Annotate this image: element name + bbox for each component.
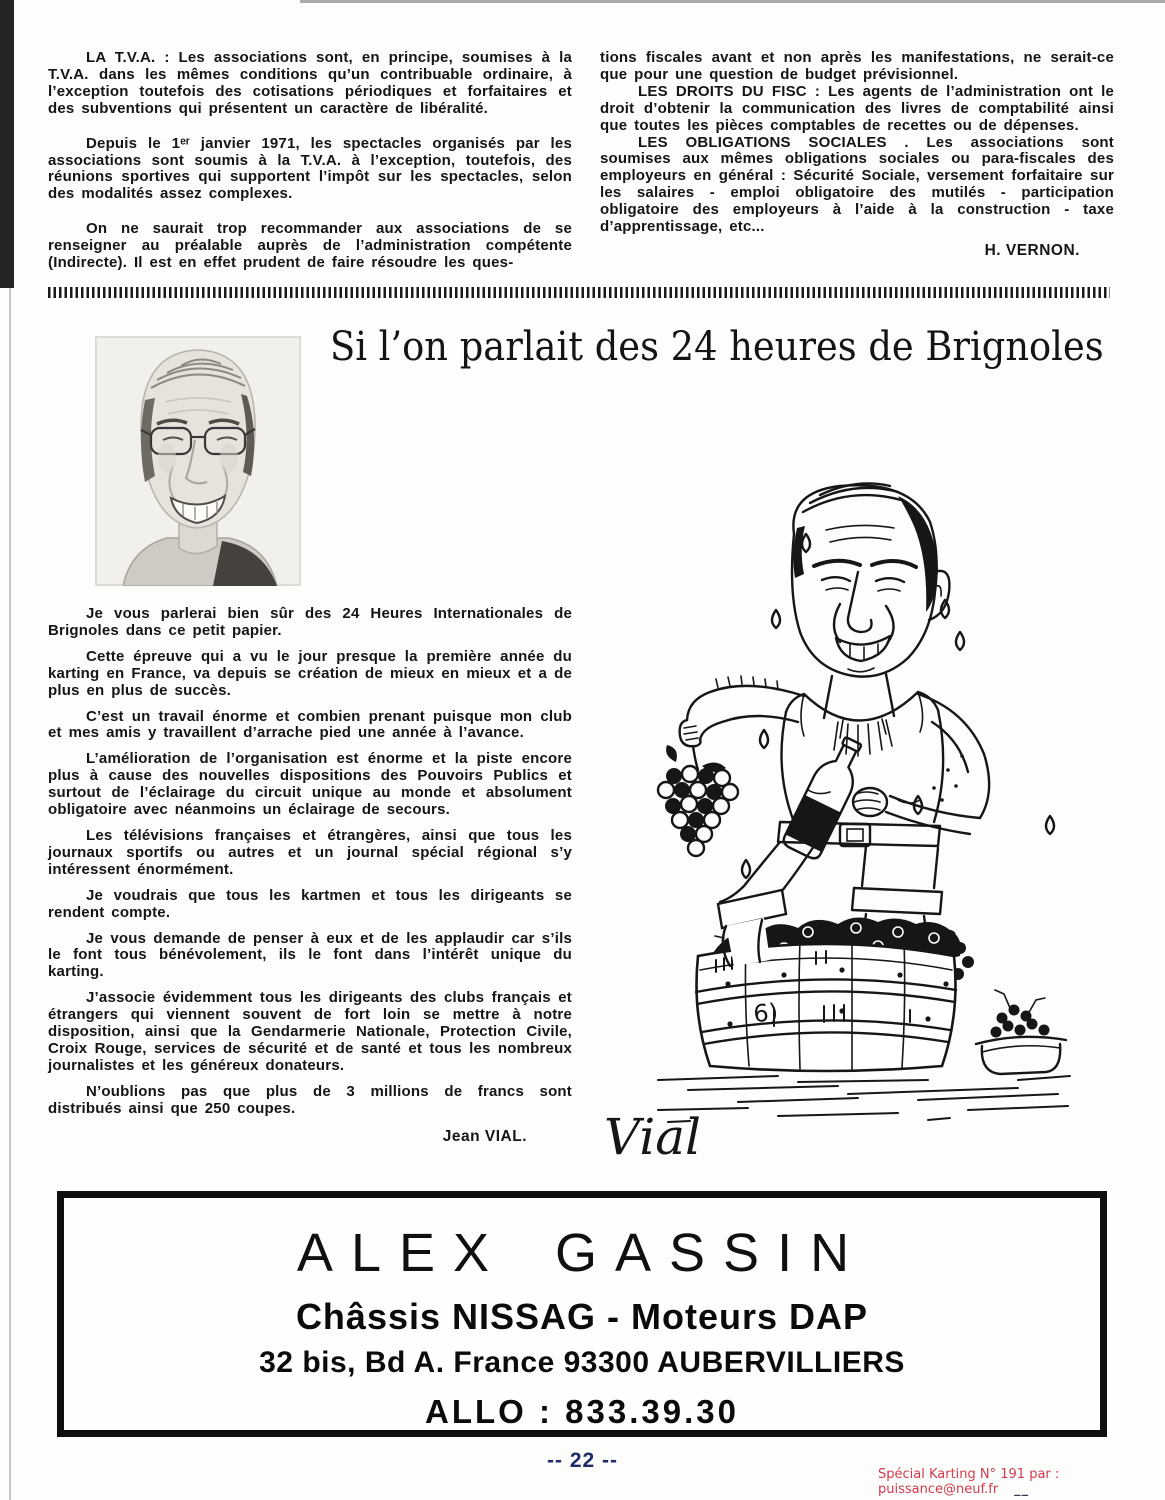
arm-with-bottle [781,694,989,861]
paragraph: N’oublions pas que plus de 3 millions de francs sont distribués ainsi que 250 coupes. [48,1082,572,1117]
portrait-illustration [95,336,301,586]
paragraph: J’associe évidemment tous les dirigeants des clubs français et étrangers qui viennent souvent de fort loin se mettre à notre disposition, ainsi que la Gendarmerie Nationale, Protection Civile, Croix Rouge, services de sécurité et de santé et tous les nombreux journalistes et les généreux donateurs. [48,989,572,1074]
ad-company-name [64,1222,1100,1284]
paragraph: tions fiscales avant et non après les manifestations, ne serait-ce que pour une question de budget prévisionnel. [600,49,1114,83]
article-column [48,606,572,1146]
hatched-divider-rule [48,287,1110,298]
paragraph: Je vous demande de penser à eux et de les applaudir car s’ils le font tous bénévolement, ils le font dans l’intérêt unique du karting. [48,929,572,981]
ad-address-line: 32 bis, Bd A. France 93300 AUBERVILLIERS [259,1346,905,1379]
page-number: -- 22 -- [547,1449,618,1472]
paragraph: LA T.V.A. : Les associations sont, en principe, soumises à la T.V.A. dans les mêmes conditions qu’un contribuable ordinaire, à l’exception toutefois des cotisations périodiques et forfaitaires et des subventions qui présentent un caractère de libéralité. [48,49,572,117]
intro-section [48,50,1114,290]
cartoon-illustration [598,470,1120,1170]
paragraph: LES OBLIGATIONS SOCIALES . Les associations sont soumises aux mêmes obligations sociales ou para-fiscales des employeurs en général : Sécurité Sociale, versement forfaitaire sur les salaires - emploi obligatoire des mutilés - participation obligatoire des employeurs à l’aide à la construction - taxe d’apprentissage, etc... [600,133,1114,236]
credit-line [878,1467,1165,1497]
ground-hatching [658,1076,1070,1122]
ad-company-last-name: GASSIN [555,1223,868,1283]
paragraph: Je vous parlerai bien sûr des 24 Heures Internationales de Brignoles dans ce petit papier. [48,605,572,639]
credit-text: Spécial Karting N° 191 par : puissance@neuf.fr [878,1467,1060,1497]
intro-left-column [48,50,572,290]
paragraph: Cette épreuve qui a vu le jour presque la première année du karting en France, va depuis se création de mieux en mieux et a de plus en plus de succès. [48,647,572,699]
grape-basket-icon [976,990,1066,1074]
scan-edge-strip [0,0,14,288]
cartoonist-signature: Vial [604,1108,702,1166]
paragraph: LES DROITS DU FISC : Les agents de l’administration ont le droit d’obtenir la communication des livres de comptabilité ainsi que toutes les pièces comptables de recettes ou de dépenses. [600,82,1114,134]
intro-right-column [600,50,1114,290]
article-headline: Si l’on parlait des 24 heures de Brignoles [330,324,1104,370]
paragraph: L’amélioration de l’organisation est énorme et la piste encore plus à cause des nouvelles dispositions des Pouvoirs Publics et surtout de l’éclairage du circuit unique au monde et absolument obligatoire avec néanmoins un éclairage de secours. [48,750,572,819]
portrait-photo [95,336,301,586]
scan-top-edge [300,0,1165,3]
author-signature-vial: Jean VIAL. [442,1127,527,1145]
grapes-icon [658,766,738,856]
paragraph: Les télévisions françaises et étrangères, ainsi que tous les journaux sportifs ou autres et un journal spécial régional s’y intéressent énormément. [48,826,572,878]
credit-trailing-mark: __ [1014,1482,1030,1497]
ad-phone-line: ALLO : 833.39.30 [425,1393,739,1430]
advertisement-box [57,1191,1107,1437]
author-signature-vernon: H. VERNON. [984,241,1080,259]
svg-text:6): 6) [752,998,779,1028]
ad-products-line: Châssis NISSAG - Moteurs DAP [295,1296,869,1337]
paragraph: Depuis le 1ᵉʳ janvier 1971, les spectacles organisés par les associations sont soumis à la T.V.A. à l’exception, toutefois, des réunions sportives qui supportent l’impôt sur les spectacles, selon des modalités assez complexes. [48,134,572,203]
caricature-head [792,483,949,676]
paragraph: On ne saurait trop recommander aux associations de se renseigner au préalable auprès de l’administration compétente (Indirecte). Il est en effet prudent de faire résoudre les ques- [48,220,572,272]
paragraph: Je voudrais que tous les kartmen et tous les dirigeants se rendent compte. [48,886,572,921]
ad-company-first-name: ALEX [296,1223,508,1283]
paragraph: C’est un travail énorme et combien prenant puisque mon club et mes amis y travaillent d’arrache pied une année à l’avance. [48,707,572,742]
